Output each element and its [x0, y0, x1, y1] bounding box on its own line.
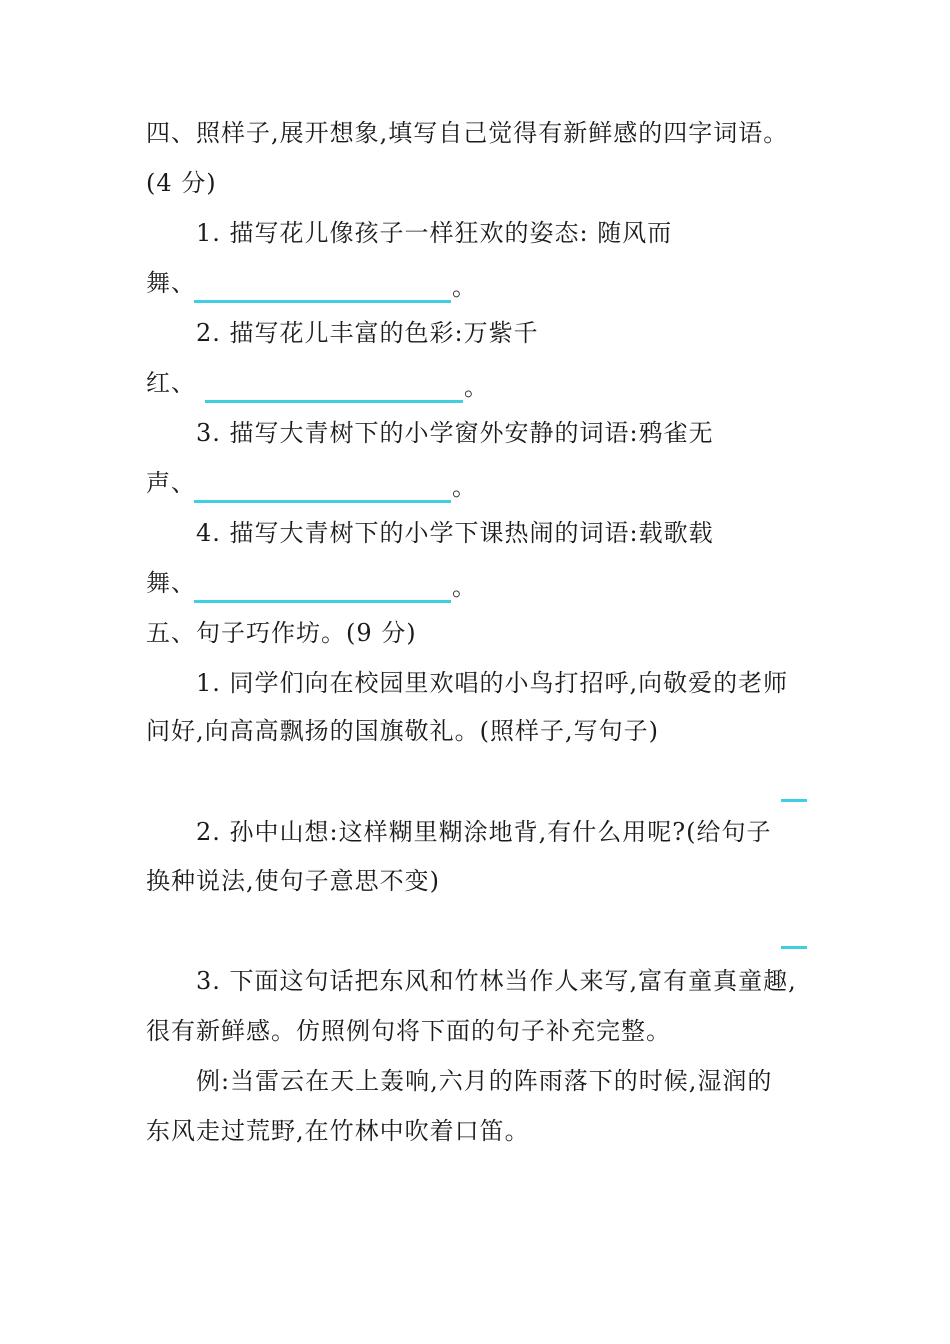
item4-answer-blank[interactable] [194, 600, 451, 603]
item4-end: 。 [452, 573, 477, 601]
q3-example-line1: 例:当雷云在天上轰响,六月的阵雨落下的时候,湿润的 [196, 1067, 773, 1095]
item3-prompt: 3. 描写大青树下的小学窗外安静的词语:鸦雀无 [196, 419, 714, 447]
q1-answer-blank[interactable] [781, 799, 807, 802]
q3-example-line2: 东风走过荒野,在竹林中吹着口笛。 [146, 1117, 530, 1145]
item2-end: 。 [464, 373, 489, 401]
item2-answer-blank[interactable] [205, 400, 463, 403]
section5-title: 五、句子巧作坊。(9 分) [146, 619, 417, 647]
section4-score: (4 分) [146, 169, 217, 197]
q3-line2: 很有新鲜感。仿照例句将下面的句子补充完整。 [146, 1017, 671, 1045]
item2-prompt: 2. 描写花儿丰富的色彩:万紫千 [196, 319, 539, 347]
section4-title: 四、照样子,展开想象,填写自己觉得有新鲜感的四字词语。 [146, 119, 789, 147]
q3-line1: 3. 下面这句话把东风和竹林当作人来写,富有童真童趣, [196, 967, 797, 995]
item4-lead: 舞、 [146, 569, 196, 597]
item1-end: 。 [452, 273, 477, 301]
item1-prompt: 1. 描写花儿像孩子一样狂欢的姿态: 随风而 [196, 219, 673, 247]
item2-lead: 红、 [146, 369, 196, 397]
item3-lead: 声、 [146, 469, 196, 497]
q1-line2: 问好,向高高飘扬的国旗敬礼。(照样子,写句子) [146, 717, 659, 745]
item4-prompt: 4. 描写大青树下的小学下课热闹的词语:载歌载 [196, 519, 714, 547]
item1-lead: 舞、 [146, 269, 196, 297]
item1-answer-blank[interactable] [194, 300, 451, 303]
q2-answer-blank[interactable] [781, 946, 807, 949]
q2-line1: 2. 孙中山想:这样糊里糊涂地背,有什么用呢?(给句子 [196, 818, 772, 846]
q1-line1: 1. 同学们向在校园里欢唱的小鸟打招呼,向敬爱的老师 [196, 669, 789, 697]
item3-answer-blank[interactable] [194, 500, 451, 503]
item3-end: 。 [452, 473, 477, 501]
q2-line2: 换种说法,使句子意思不变) [146, 867, 440, 895]
